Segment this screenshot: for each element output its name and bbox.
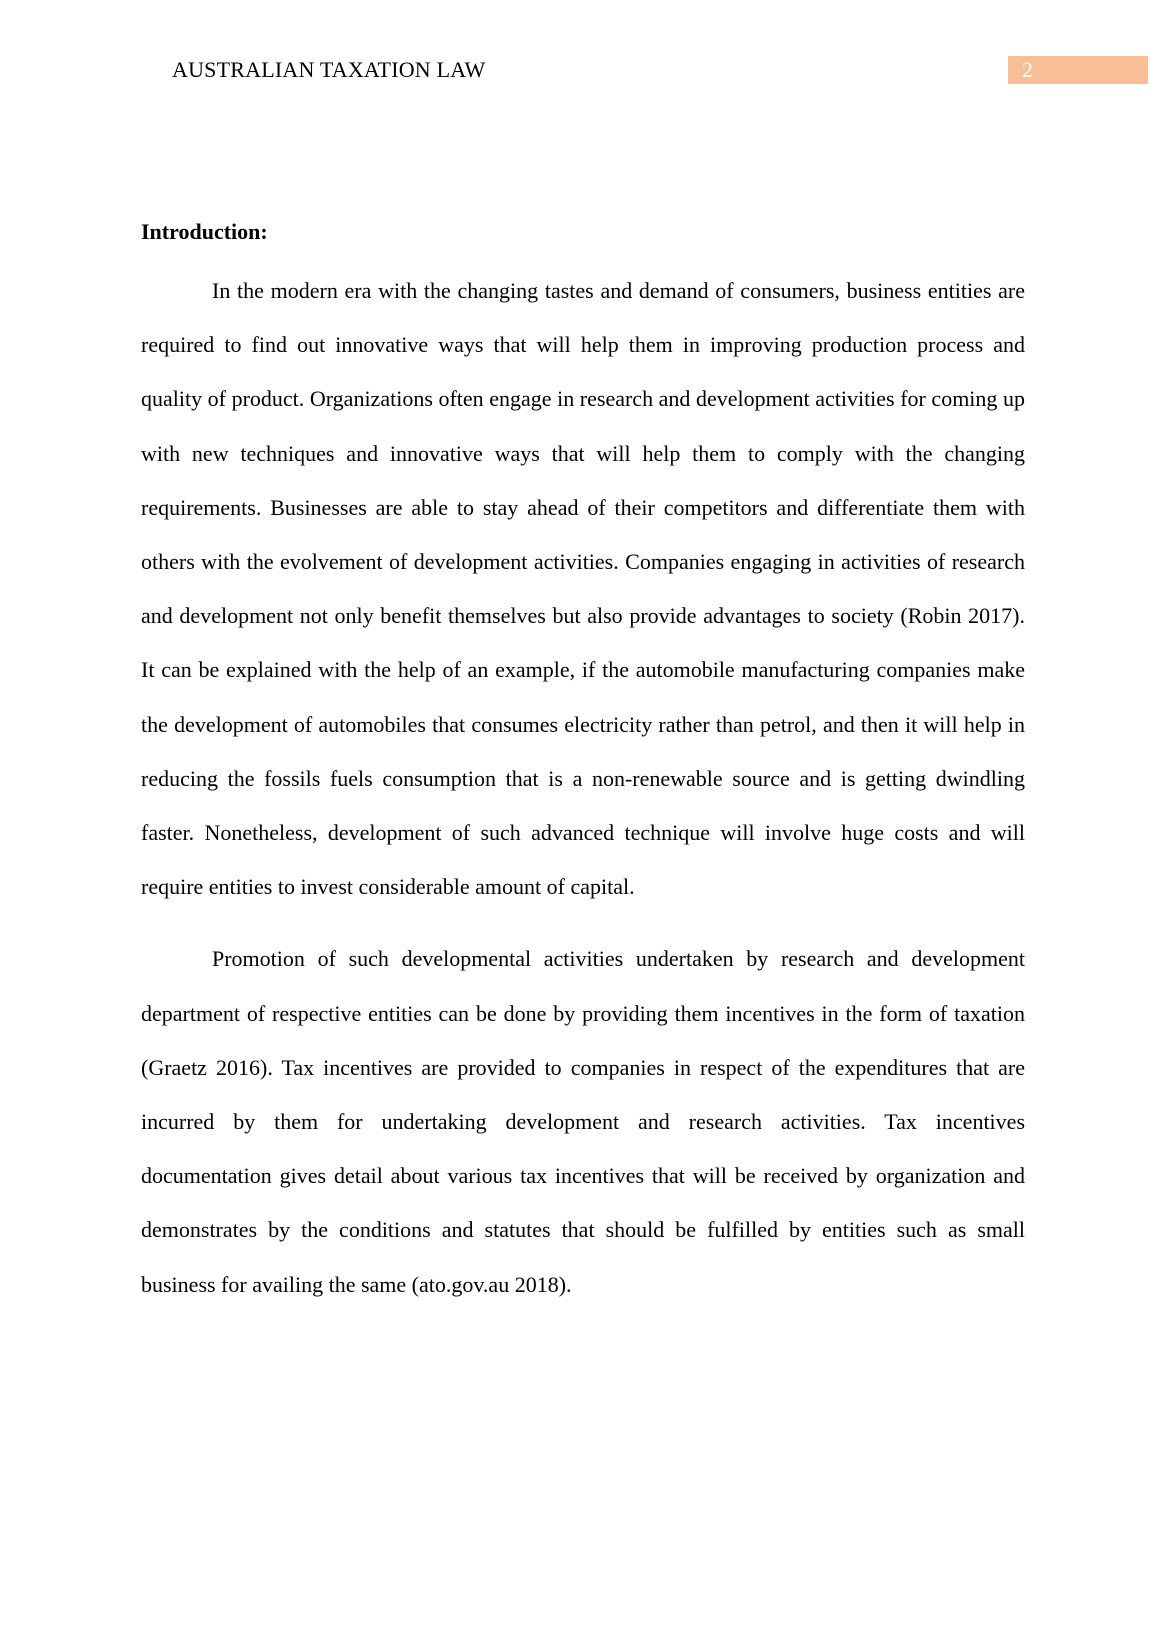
section-heading: Introduction: — [141, 219, 268, 244]
body-paragraph: Promotion of such developmental activities undertaken by research and development department of respective entities can be done by providing them incentives in the form of taxation (Graetz 2016). Tax incentives are provided to companies in respect of the expenditures that are incurred by them for undertaking development and research activities. Tax incentives documentation gives detail about various tax incentives that will be received by organization and demonstrates by the conditions and statutes that should be fulfilled by entities such as small business for availing the same (ato.gov.au 2018). — [141, 946, 1025, 1297]
page-number: 2 — [1008, 56, 1148, 84]
body-paragraph: In the modern era with the changing tastes and demand of consumers, business entities are required to find out innovative ways that will help them in improving production process and quality of product. Organizations often engage in research and development activities for coming up with new techniques and innovative ways that will help them to comply with the changing requirements. Businesses are able to stay ahead of their competitors and differentiate them with others with the evolvement of development activities. Companies engaging in activities of research and development not only benefit themselves but also provide advantages to society (Robin 2017). It can be explained with the help of an example, if the automobile manufacturing companies make the development of automobiles that consumes electricity rather than petrol, and then it will help in reducing the fossils fuels consumption that is a non-renewable source and is getting dwindling faster. Nonetheless, development of such advanced technique will involve huge costs and will require entities to invest considerable amount of capital. — [141, 278, 1025, 900]
document-body — [141, 212, 1025, 1312]
running-header-title: AUSTRALIAN TAXATION LAW — [172, 57, 486, 82]
